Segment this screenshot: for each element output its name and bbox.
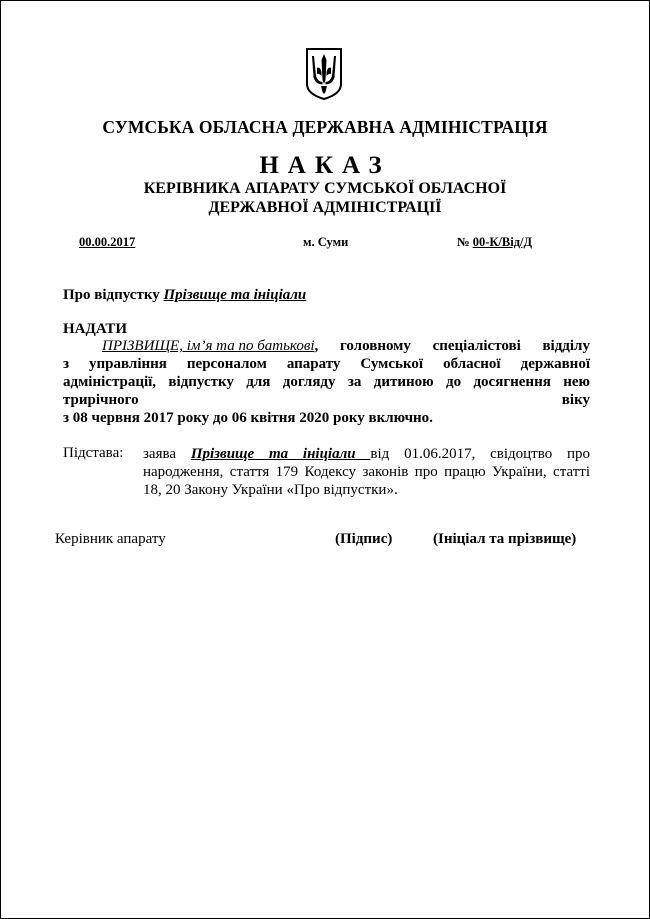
order-city: м. Суми (303, 235, 349, 249)
signature-placeholder: (Підпис) (335, 531, 393, 547)
grant-word: досягнення (473, 374, 551, 390)
signatory-name-placeholder: (Ініціал та прізвище) (433, 531, 577, 547)
subject-name: Прізвище та ініціали (163, 287, 307, 303)
grant-word: трирічного (63, 392, 139, 408)
grant-word: до (446, 374, 462, 390)
document-type-title: НАКАЗ (259, 152, 391, 179)
grant-word: догляду (282, 374, 336, 390)
organization-title: СУМСЬКА ОБЛАСНА ДЕРЖАВНА АДМІНІСТРАЦІЯ (102, 117, 548, 137)
grant-word: віку (561, 392, 590, 408)
grant-word: за (347, 374, 362, 390)
grant-heading: НАДАТИ (63, 321, 128, 337)
subject-prefix: Про відпустку (63, 287, 164, 303)
grant-word: відділу (542, 338, 590, 354)
order-date: 00.00.2017 (79, 235, 136, 249)
grant-word: Сумської (360, 356, 424, 372)
issuer-line-1: КЕРІВНИКА АПАРАТУ СУМСЬКОЇ ОБЛАСНОЇ (143, 180, 507, 197)
grant-word: персоналом (186, 356, 267, 372)
grant-word: апарату (286, 356, 341, 372)
grant-word: для (246, 374, 271, 390)
grant-word: дитиною (373, 374, 434, 390)
issuer-line-2: ДЕРЖАВНОЇ АДМІНІСТРАЦІЇ (208, 199, 442, 216)
grant-word: адміністрації, (63, 374, 157, 390)
grant-body (63, 337, 590, 427)
grant-line-3 (63, 373, 590, 391)
employee-name-group: ПРІЗВИЩЕ, ім’я та по батькові, (102, 338, 319, 354)
grounds-name: Прізвище та ініціали (190, 446, 371, 462)
signatory-title: Керівник апарату (55, 531, 166, 547)
grounds-prefix: заява (143, 446, 191, 462)
grounds-text (143, 445, 590, 499)
grant-word: спеціалістові (432, 338, 521, 354)
grounds-label: Підстава: (63, 445, 124, 461)
order-number-value: 00-К/Від/Д (472, 235, 533, 249)
grant-word: обласної (443, 356, 501, 372)
grant-word: головному (339, 338, 411, 354)
order-subject (63, 287, 306, 304)
grant-word: нею (563, 374, 590, 390)
grant-word: відпустку (168, 374, 234, 390)
order-number (457, 235, 532, 250)
grounds-rest: від 01.06.2017, свідоцтво про народження, стаття 179 Кодексу законів про працю України, статті 18, 20 Закону України «Про відпустки». (143, 446, 591, 498)
grant-word: державної (520, 356, 590, 372)
employee-name: ПРІЗВИЩЕ, ім’я та по батькові (102, 338, 315, 354)
grant-line-4 (63, 391, 590, 409)
grant-line-1 (63, 337, 590, 355)
order-number-prefix: № (457, 235, 473, 249)
trident-emblem-icon (304, 46, 344, 101)
grant-word: з (63, 356, 70, 372)
grant-word: управління (89, 356, 167, 372)
grant-line-2 (63, 355, 590, 373)
grant-period: з 08 червня 2017 року до 06 квітня 2020 року включно. (63, 410, 433, 426)
